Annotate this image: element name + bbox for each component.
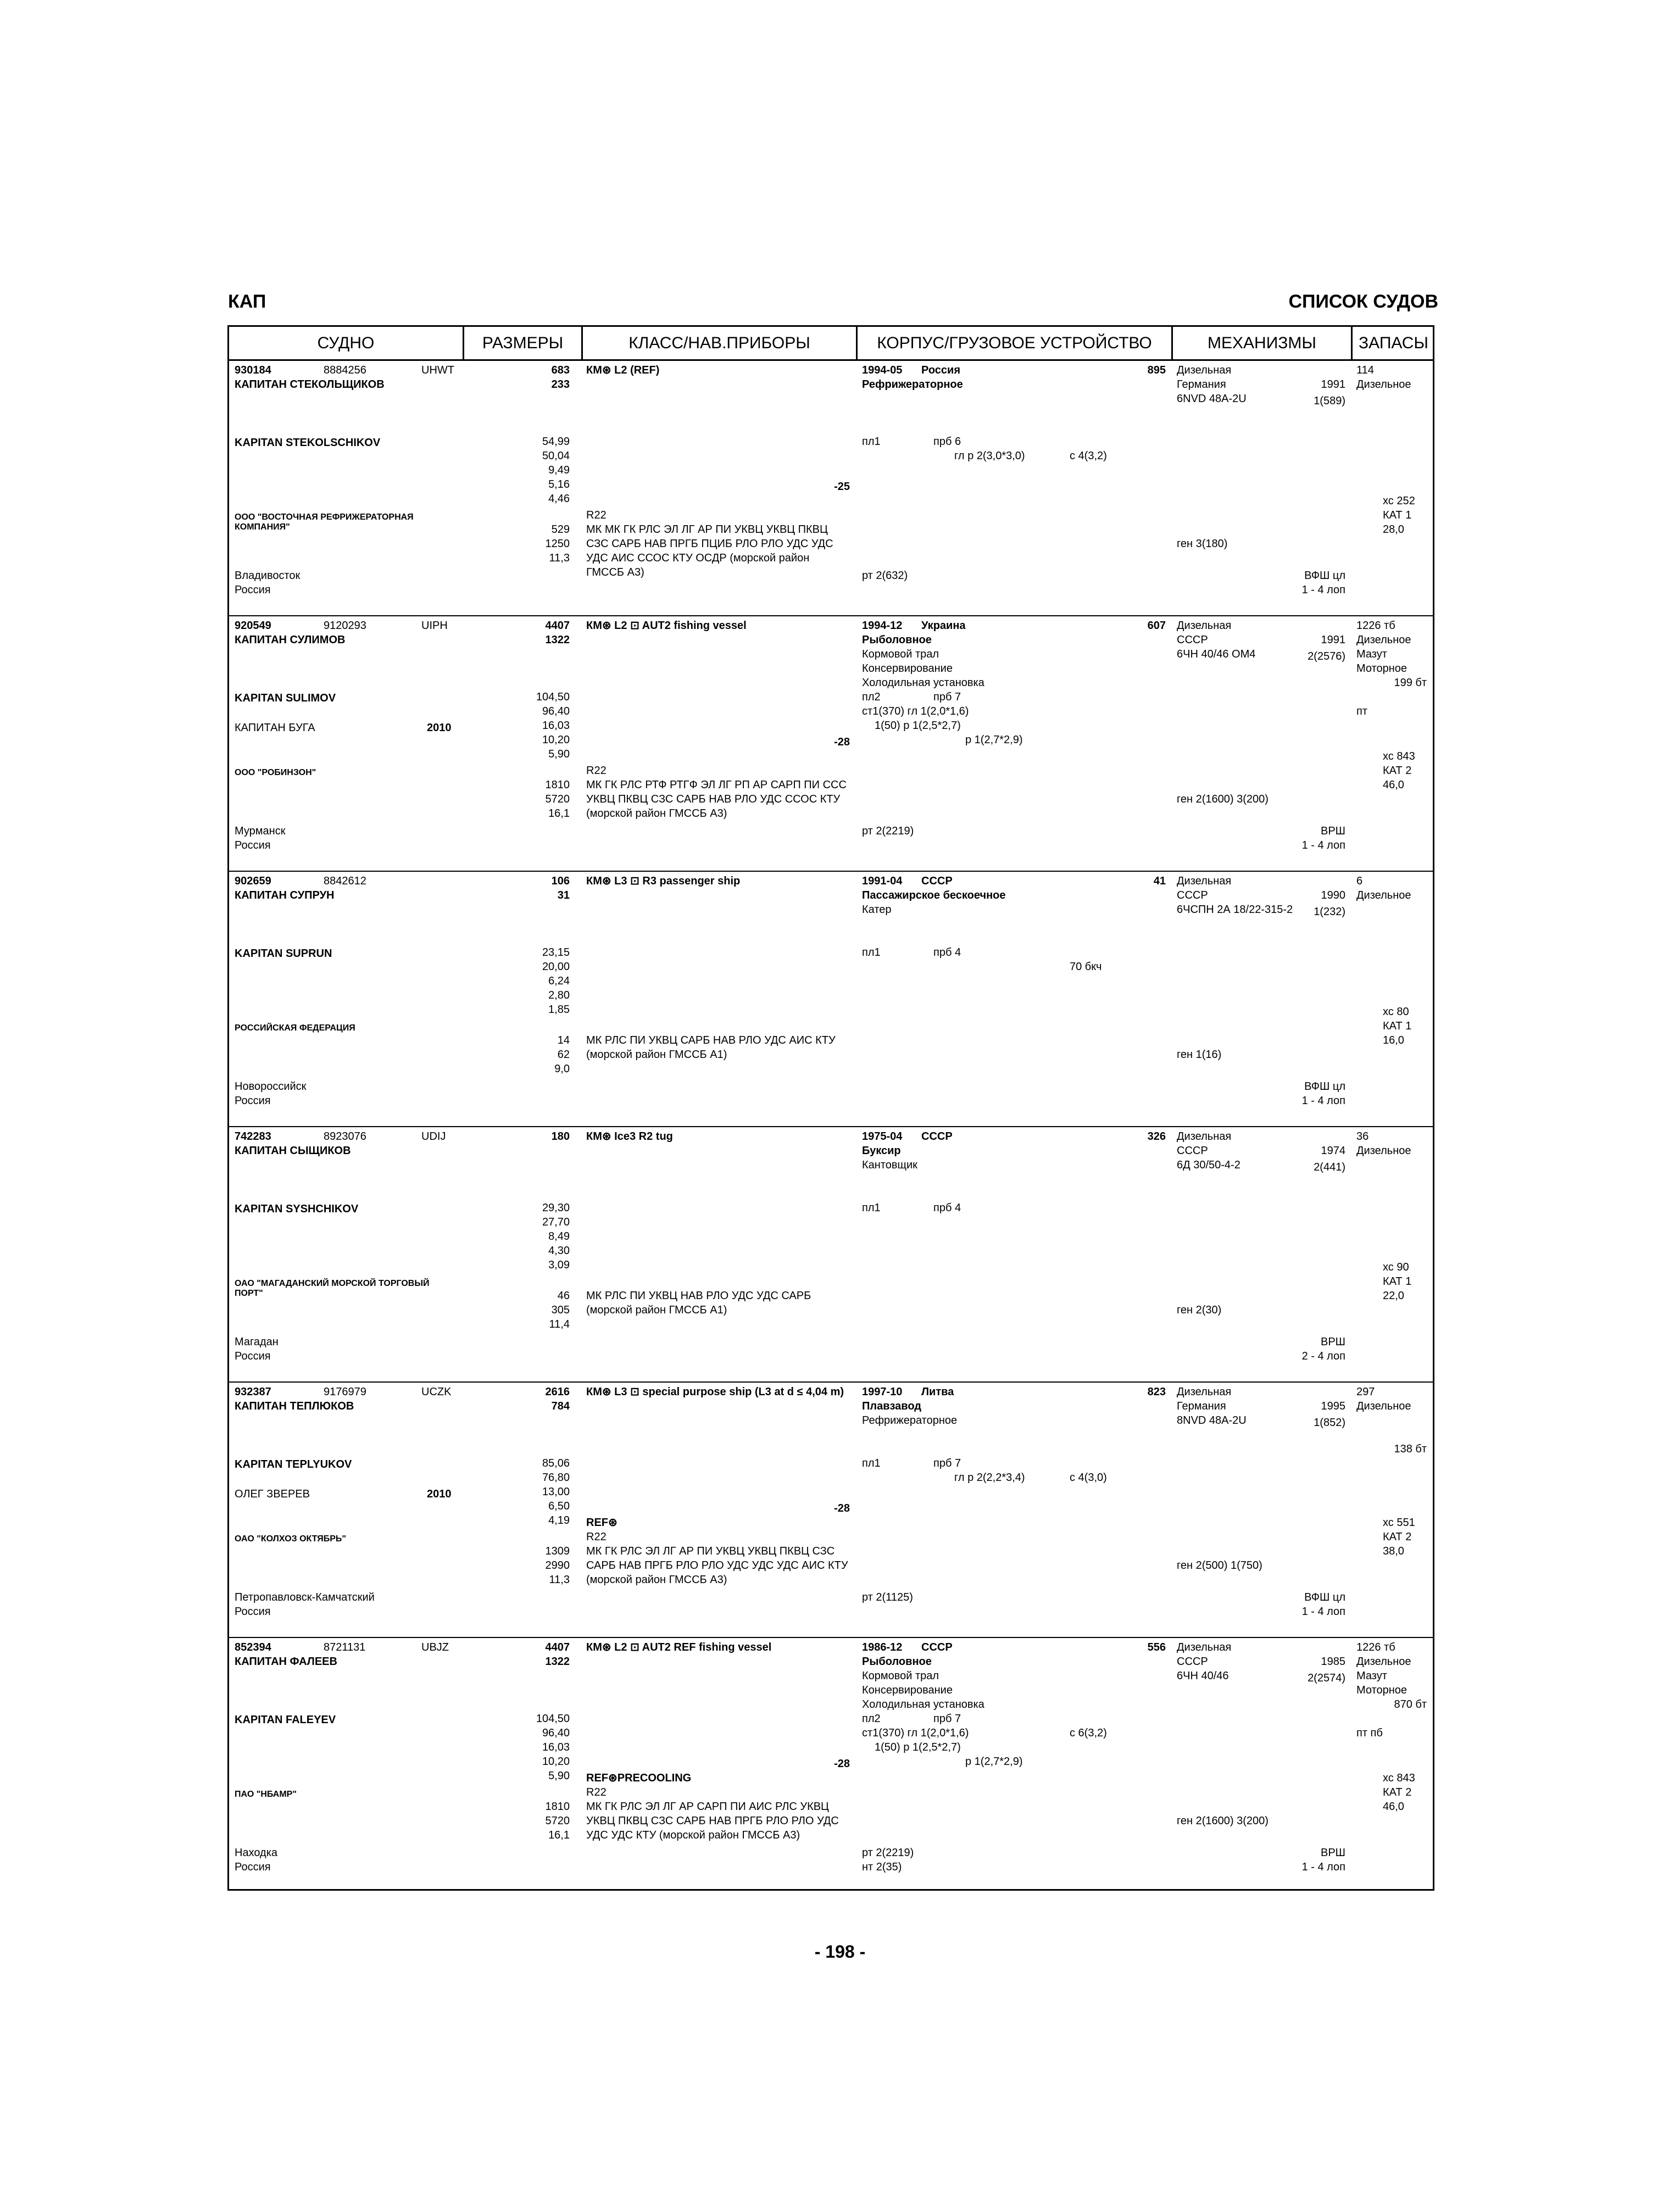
vessel-record [229, 872, 1433, 1127]
refrigerated-hold: хс 843 [1383, 1772, 1415, 1784]
refrigeration-temp: -25 [834, 481, 850, 493]
build-country: СССР [921, 875, 953, 887]
dimension-value: 9,49 [548, 464, 570, 476]
cargo-crane: с 4(3,2) [1070, 450, 1107, 462]
build-country: Россия [921, 364, 961, 376]
vessel-name: КАПИТАН СТЕКОЛЬЩИКОВ [235, 378, 385, 391]
capacity-value: 62 [557, 1049, 570, 1061]
imo-number: 9176979 [324, 1386, 366, 1398]
dimension-value: 27,70 [542, 1216, 570, 1228]
gross-tonnage: 4407 [545, 620, 570, 632]
capacity-value: 1250 [545, 538, 570, 550]
deadweight: 556 [1147, 1641, 1166, 1653]
vessel-record [229, 361, 1433, 616]
vessel-name-latin: KAPITAN STEKOLSCHIKOV [235, 437, 381, 449]
generators: ген 3(180) [1177, 538, 1228, 550]
hull-feature: Рефрижераторное [862, 1414, 958, 1427]
owner: РОССИЙСКАЯ ФЕДЕРАЦИЯ [235, 1023, 355, 1033]
refrigerated-hold: хс 843 [1383, 750, 1415, 762]
flag-country: Россия [235, 1606, 271, 1618]
build-date: 1991-04 [862, 875, 903, 887]
engine-power: 1(232) [1314, 906, 1345, 918]
vessel-type: Плавзавод [862, 1400, 921, 1412]
engine-type: Дизельная [1177, 620, 1232, 632]
propeller: ВРШ [1320, 1847, 1345, 1859]
vessel-record [229, 1383, 1433, 1638]
category-value: 46,0 [1383, 779, 1404, 791]
capacity-value: 9,0 [554, 1063, 570, 1075]
propeller-blades: 1 - 4 лоп [1301, 1606, 1345, 1618]
vessel-name-latin: KAPITAN SYSHCHIKOV [235, 1203, 359, 1215]
stores-fuel: Дизельное [1356, 1656, 1411, 1668]
capacity-value: 305 [551, 1304, 570, 1316]
gross-tonnage: 106 [551, 875, 570, 887]
dimension-value: 5,90 [548, 1770, 570, 1782]
propeller-blades: 1 - 4 лоп [1301, 1095, 1345, 1107]
nav-range: R22 [586, 1786, 607, 1798]
dimension-value: 50,04 [542, 450, 570, 462]
nav-equipment: МК РЛС ПИ УКВЦ НАВ РЛО УДС УДС САРБ (морской район ГМССБ А1) [586, 1290, 811, 1316]
stores-amount: 297 [1356, 1386, 1375, 1398]
cargo-holds: прб 7 [933, 1713, 961, 1725]
dimension-value: 5,90 [548, 748, 570, 760]
hull-feature: Холодильная установка [862, 677, 984, 689]
engine-model: 6ЧСПН 2А 18/22-315-2 [1177, 904, 1293, 916]
cargo-crane: с 6(3,2) [1070, 1727, 1107, 1739]
vessel-name-latin: KAPITAN TEPLYUKOV [235, 1458, 352, 1470]
flag-country: Россия [235, 1095, 271, 1107]
generators: ген 2(1600) 3(200) [1177, 1815, 1269, 1827]
dimension-value: 104,50 [536, 691, 570, 703]
build-date: 1994-12 [862, 620, 903, 632]
class-notation: КМ⊛ L3 ⊡ R3 passenger ship [586, 875, 741, 887]
capacity-value: 1309 [545, 1545, 570, 1557]
cargo-deck: пл1 [862, 1457, 881, 1469]
engine-model: 6ЧН 40/46 ОМ4 [1177, 648, 1256, 660]
engine-model: 6NVD 48A-2U [1177, 393, 1247, 405]
stores-fuel: Дизельное [1356, 889, 1411, 901]
refrigerated-hold: хс 80 [1383, 1006, 1409, 1018]
stores-fuel: Дизельное [1356, 1145, 1411, 1157]
call-sign: UDIJ [421, 1130, 446, 1143]
dimension-value: 96,40 [542, 1727, 570, 1739]
capacity-value: 5720 [545, 1815, 570, 1827]
flag-country: Россия [235, 1861, 271, 1873]
net-tonnage: 1322 [545, 634, 570, 646]
deadweight: 607 [1147, 620, 1166, 632]
vessel-name-latin: KAPITAN FALEYEV [235, 1714, 336, 1726]
dimension-value: 6,24 [548, 975, 570, 987]
previous-name: ОЛЕГ ЗВЕРЕВ [235, 1488, 310, 1500]
dimension-value: 4,46 [548, 493, 570, 505]
dimension-value: 96,40 [542, 705, 570, 717]
dimension-value: 3,09 [548, 1259, 570, 1271]
generators: ген 1(16) [1177, 1049, 1222, 1061]
stores-amount: 6 [1356, 875, 1363, 887]
category: КАТ 1 [1383, 1275, 1412, 1288]
dimension-value: 6,50 [548, 1500, 570, 1512]
column-header-vessel: СУДНО [229, 327, 463, 361]
home-port: Мурманск [235, 825, 286, 837]
build-country: СССР [921, 1130, 953, 1143]
owner: ОАО "КОЛХОЗ ОКТЯБРЬ" [235, 1534, 347, 1544]
category-value: 16,0 [1383, 1034, 1404, 1046]
category: КАТ 1 [1383, 509, 1412, 521]
refrigeration-temp: -28 [834, 1758, 850, 1770]
deadweight: 895 [1147, 364, 1166, 376]
cargo-holds: прб 7 [933, 691, 961, 703]
hull-feature: Кантовщик [862, 1159, 917, 1171]
page-number: - 198 - [814, 1942, 866, 1962]
home-port: Владивосток [235, 570, 301, 582]
imo-number: 8721131 [324, 1641, 366, 1653]
engine-country: СССР [1177, 634, 1208, 646]
stores-ballast: 870 бт [1394, 1698, 1427, 1711]
dimension-value: 54,99 [542, 436, 570, 448]
engine-model: 8NVD 48A-2U [1177, 1414, 1247, 1427]
vessel-type: Рефрижераторное [862, 378, 963, 391]
hull-feature: Кормовой трал [862, 1670, 939, 1682]
capacity-value: 14 [557, 1034, 570, 1046]
vessel-name-latin: KAPITAN SULIMOV [235, 692, 336, 704]
engine-type: Дизельная [1177, 1641, 1232, 1653]
dimension-value: 10,20 [542, 734, 570, 746]
deadweight: 41 [1153, 875, 1166, 887]
fuel-tanks: рт 2(2219) [862, 1847, 914, 1859]
refrigeration-temp: -28 [834, 1502, 850, 1514]
cargo-holds: прб 4 [933, 1202, 961, 1214]
dimension-value: 13,00 [542, 1486, 570, 1498]
category-value: 22,0 [1383, 1290, 1404, 1302]
engine-power: 2(2576) [1308, 650, 1345, 662]
capacity-value: 529 [551, 523, 570, 536]
vessel-type: Рыболовное [862, 634, 932, 646]
build-date: 1997-10 [862, 1386, 903, 1398]
engine-country: СССР [1177, 889, 1208, 901]
home-port: Новороссийск [235, 1080, 307, 1093]
dimension-value: 29,30 [542, 1202, 570, 1214]
engine-power: 2(441) [1314, 1161, 1345, 1173]
build-country: Украина [921, 620, 966, 632]
vessel-name: КАПИТАН СУЛИМОВ [235, 634, 346, 646]
stores-amount: 36 [1356, 1130, 1369, 1143]
home-port: Находка [235, 1847, 278, 1859]
build-date: 1994-05 [862, 364, 903, 376]
column-header-machinery: МЕХАНИЗМЫ [1171, 327, 1351, 361]
dimension-value: 4,30 [548, 1245, 570, 1257]
stores-ballast: 199 бт [1394, 677, 1427, 689]
engine-type: Дизельная [1177, 364, 1232, 376]
cargo-deck: пл1 [862, 946, 881, 959]
cargo-hatch: гл р 2(3,0*3,0) [954, 450, 1025, 462]
category: КАТ 2 [1383, 1786, 1412, 1798]
capacity-value: 46 [557, 1290, 570, 1302]
reg-number: 902659 [235, 875, 271, 887]
engine-country: СССР [1177, 1656, 1208, 1668]
reg-number: 930184 [235, 364, 271, 376]
propeller-blades: 1 - 4 лоп [1301, 839, 1345, 851]
stores-fuel-2: Мазут [1356, 1670, 1387, 1682]
capacity-value: 1810 [545, 1801, 570, 1813]
engine-year: 1991 [1321, 378, 1345, 391]
engine-model: 6Д 30/50-4-2 [1177, 1159, 1240, 1171]
header-section-left: КАП [228, 291, 266, 312]
engine-year: 1974 [1321, 1145, 1345, 1157]
engine-country: Германия [1177, 1400, 1226, 1412]
class-notation: КМ⊛ L2 ⊡ AUT2 REF fishing vessel [586, 1641, 772, 1653]
dimension-value: 5,16 [548, 478, 570, 491]
cargo-line: ст1(370) гл 1(2,0*1,6) [862, 705, 969, 717]
cargo-line: 1(50) р 1(2,5*2,7) [875, 720, 961, 732]
deadweight: 326 [1147, 1130, 1166, 1143]
refrigerated-hold: хс 90 [1383, 1261, 1409, 1273]
hull-feature: Кормовой трал [862, 648, 939, 660]
engine-year: 1985 [1321, 1656, 1345, 1668]
engine-power: 2(2574) [1308, 1672, 1345, 1684]
stores-fuel-2: Мазут [1356, 648, 1387, 660]
class-notation: КМ⊛ Ice3 R2 tug [586, 1130, 673, 1143]
net-tonnage: 784 [551, 1400, 570, 1412]
refrigerated-hold: хс 551 [1383, 1517, 1415, 1529]
ship-register-table [227, 325, 1434, 1891]
column-header-dimensions: РАЗМЕРЫ [463, 327, 581, 361]
cargo-deck: пл1 [862, 1202, 881, 1214]
call-sign: UIPH [421, 620, 448, 632]
dimension-value: 20,00 [542, 961, 570, 973]
build-date: 1986-12 [862, 1641, 903, 1653]
stores-amount: 1226 тб [1356, 620, 1395, 632]
gross-tonnage: 683 [551, 364, 570, 376]
owner: ООО "РОБИНЗОН" [235, 768, 316, 777]
cargo-hatch: гл р 2(2,2*3,4) [954, 1472, 1025, 1484]
nav-range: R22 [586, 1531, 607, 1543]
generators: ген 2(500) 1(750) [1177, 1559, 1262, 1572]
deadweight: 823 [1147, 1386, 1166, 1398]
header-section-right: СПИСОК СУДОВ [1288, 291, 1438, 312]
generators: ген 2(30) [1177, 1304, 1222, 1316]
net-tonnage: 31 [557, 889, 570, 901]
flag-country: Россия [235, 839, 271, 851]
dimension-value: 16,03 [542, 1741, 570, 1753]
class-notation-extra: REF⊛PRECOOLING [586, 1772, 692, 1784]
dimension-value: 76,80 [542, 1472, 570, 1484]
build-date: 1975-04 [862, 1130, 903, 1143]
nav-equipment: МК МК ГК РЛС ЭЛ ЛГ АР ПИ УКВЦ УКВЦ ПКВЦ СЗС САРБ НАВ ПРГБ ПЦИБ РЛО РЛО УДС УДС УДС АИС ССОС КТУ ОСДР (морской район ГМССБ А3) [586, 523, 833, 578]
engine-year: 1991 [1321, 634, 1345, 646]
cargo-crane: 70 бкч [1070, 961, 1102, 973]
propeller-blades: 2 - 4 лоп [1301, 1350, 1345, 1362]
cargo-line: 1(50) р 1(2,5*2,7) [875, 1741, 961, 1753]
nav-range: R22 [586, 765, 607, 777]
dimension-value: 1,85 [548, 1004, 570, 1016]
hull-feature: Катер [862, 904, 892, 916]
vessel-type: Буксир [862, 1145, 901, 1157]
vessel-name: КАПИТАН СУПРУН [235, 889, 335, 901]
call-sign: UCZK [421, 1386, 452, 1398]
vessel-record [229, 1127, 1433, 1383]
propeller: ВРШ [1320, 825, 1345, 837]
engine-power: 1(852) [1314, 1417, 1345, 1429]
flag-country: Россия [235, 584, 271, 596]
stores-amount: 1226 тб [1356, 1641, 1395, 1653]
engine-type: Дизельная [1177, 1386, 1232, 1398]
cargo-holds: прб 6 [933, 436, 961, 448]
dimension-value: 8,49 [548, 1230, 570, 1243]
reg-number: 920549 [235, 620, 271, 632]
vessel-name: КАПИТАН ФАЛЕЕВ [235, 1656, 337, 1668]
dimension-value: 23,15 [542, 946, 570, 959]
cargo-holds: прб 4 [933, 946, 961, 959]
capacity-value: 1810 [545, 779, 570, 791]
gross-tonnage: 180 [551, 1130, 570, 1143]
previous-name-year: 2010 [427, 1488, 452, 1500]
vessel-record [229, 616, 1433, 872]
vessel-type: Пассажирское бескоечное [862, 889, 1006, 901]
home-port: Магадан [235, 1336, 279, 1348]
engine-year: 1990 [1321, 889, 1345, 901]
capacity-value: 16,1 [548, 1829, 570, 1841]
vessel-type: Рыболовное [862, 1656, 932, 1668]
previous-name-year: 2010 [427, 722, 452, 734]
hull-feature: Консервирование [862, 662, 953, 675]
cargo-line: р 1(2,7*2,9) [965, 1756, 1023, 1768]
reg-number: 852394 [235, 1641, 271, 1653]
owner: ООО "ВОСТОЧНАЯ РЕФРИЖЕРАТОРНАЯ КОМПАНИЯ" [235, 512, 414, 532]
imo-number: 8884256 [324, 364, 366, 376]
hull-feature: Консервирование [862, 1684, 953, 1696]
category-value: 38,0 [1383, 1545, 1404, 1557]
call-sign: UHWT [421, 364, 454, 376]
vessel-name: КАПИТАН СЫЩИКОВ [235, 1145, 351, 1157]
stores-fuel-3: Моторное [1356, 1684, 1408, 1696]
stores-water: пт пб [1356, 1727, 1383, 1739]
generators: ген 2(1600) 3(200) [1177, 793, 1269, 805]
dimension-value: 4,19 [548, 1514, 570, 1527]
category-value: 28,0 [1383, 523, 1404, 536]
propeller: ВФШ цл [1304, 1080, 1345, 1093]
class-notation-extra: REF⊛ [586, 1517, 618, 1529]
category: КАТ 1 [1383, 1020, 1412, 1032]
class-notation: КМ⊛ L3 ⊡ special purpose ship (L3 at d ≤ 4,04 m) [586, 1386, 844, 1398]
engine-year: 1995 [1321, 1400, 1345, 1412]
stores-amount: 114 [1356, 364, 1374, 376]
cargo-holds: прб 7 [933, 1457, 961, 1469]
dimension-value: 16,03 [542, 720, 570, 732]
engine-country: СССР [1177, 1145, 1208, 1157]
dimension-value: 10,20 [542, 1756, 570, 1768]
reg-number: 932387 [235, 1386, 271, 1398]
propeller-blades: 1 - 4 лоп [1301, 1861, 1345, 1873]
class-notation: КМ⊛ L2 (REF) [586, 364, 660, 376]
category: КАТ 2 [1383, 765, 1412, 777]
propeller: ВРШ [1320, 1336, 1345, 1348]
engine-type: Дизельная [1177, 1130, 1232, 1143]
engine-model: 6ЧН 40/46 [1177, 1670, 1229, 1682]
capacity-value: 5720 [545, 793, 570, 805]
fuel-tanks-extra: нт 2(35) [862, 1861, 902, 1873]
column-header-class: КЛАСС/НАВ.ПРИБОРЫ [581, 327, 856, 361]
nav-equipment: МК РЛС ПИ УКВЦ САРБ НАВ РЛО УДС АИС КТУ (морской район ГМССБ А1) [586, 1034, 836, 1061]
imo-number: 8842612 [324, 875, 366, 887]
stores-fuel: Дизельное [1356, 1400, 1411, 1412]
category-value: 46,0 [1383, 1801, 1404, 1813]
net-tonnage: 233 [551, 378, 570, 391]
capacity-value: 11,3 [549, 552, 570, 564]
imo-number: 9120293 [324, 620, 366, 632]
build-country: Литва [921, 1386, 954, 1398]
column-header-stores: ЗАПАСЫ [1351, 327, 1434, 361]
vessel-name: КАПИТАН ТЕПЛЮКОВ [235, 1400, 354, 1412]
flag-country: Россия [235, 1350, 271, 1362]
stores-water: пт [1356, 705, 1367, 717]
cargo-line: р 1(2,7*2,9) [965, 734, 1023, 746]
cargo-crane: с 4(3,0) [1070, 1472, 1107, 1484]
capacity-value: 16,1 [548, 807, 570, 820]
owner: ОАО "МАГАДАНСКИЙ МОРСКОЙ ТОРГОВЫЙ ПОРТ" [235, 1279, 430, 1298]
category: КАТ 2 [1383, 1531, 1412, 1543]
capacity-value: 11,3 [549, 1574, 570, 1586]
engine-type: Дизельная [1177, 875, 1232, 887]
column-header-hull: КОРПУС/ГРУЗОВОЕ УСТРОЙСТВО [856, 327, 1171, 361]
cargo-deck: пл2 [862, 1713, 881, 1725]
dimension-value: 104,50 [536, 1713, 570, 1725]
stores-fuel: Дизельное [1356, 634, 1411, 646]
dimension-value: 85,06 [542, 1457, 570, 1469]
vessel-record [229, 1638, 1433, 1893]
propeller: ВФШ цл [1304, 1591, 1345, 1603]
build-country: СССР [921, 1641, 953, 1653]
gross-tonnage: 2616 [545, 1386, 570, 1398]
engine-country: Германия [1177, 378, 1226, 391]
propeller: ВФШ цл [1304, 570, 1345, 582]
capacity-value: 11,4 [549, 1318, 570, 1330]
nav-equipment: МК ГК РЛС ЭЛ ЛГ АР САРП ПИ АИС РЛС УКВЦ УКВЦ ПКВЦ СЗС САРБ НАВ ПРГБ РЛО РЛО УДС УДС УДС КТУ (морской район ГМССБ А3) [586, 1801, 839, 1841]
vessel-name-latin: KAPITAN SUPRUN [235, 948, 332, 960]
imo-number: 8923076 [324, 1130, 366, 1143]
owner: ПАО "НБАМР" [235, 1790, 297, 1799]
cargo-deck: пл2 [862, 691, 881, 703]
capacity-value: 2990 [545, 1559, 570, 1572]
gross-tonnage: 4407 [545, 1641, 570, 1653]
refrigerated-hold: хс 252 [1383, 495, 1415, 507]
call-sign: UBJZ [421, 1641, 449, 1653]
stores-fuel-3: Моторное [1356, 662, 1408, 675]
dimension-value: 2,80 [548, 989, 570, 1001]
refrigeration-temp: -28 [834, 736, 850, 748]
previous-name: КАПИТАН БУГА [235, 722, 315, 734]
fuel-tanks: рт 2(632) [862, 570, 908, 582]
home-port: Петропавловск-Камчатский [235, 1591, 375, 1603]
net-tonnage: 1322 [545, 1656, 570, 1668]
cargo-deck: пл1 [862, 436, 881, 448]
cargo-line: ст1(370) гл 1(2,0*1,6) [862, 1727, 969, 1739]
nav-equipment: МК ГК РЛС ЭЛ ЛГ АР ПИ УКВЦ УКВЦ ПКВЦ СЗС САРБ НАВ ПРГБ РЛО РЛО УДС УДС УДС АИС КТУ (морской район ГМССБ А3) [586, 1545, 848, 1586]
engine-power: 1(589) [1314, 395, 1345, 407]
nav-equipment: МК ГК РЛС РТФ РТГФ ЭЛ ЛГ РП АР САРП ПИ ССС УКВЦ ПКВЦ СЗС САРБ НАВ РЛО УДС ССОС КТУ (морской район ГМССБ А3) [586, 779, 847, 820]
class-notation: КМ⊛ L2 ⊡ AUT2 fishing vessel [586, 620, 747, 632]
stores-fuel: Дизельное [1356, 378, 1411, 391]
propeller-blades: 1 - 4 лоп [1301, 584, 1345, 596]
reg-number: 742283 [235, 1130, 271, 1143]
stores-ballast: 138 бт [1394, 1443, 1427, 1455]
nav-range: R22 [586, 509, 607, 521]
fuel-tanks: рт 2(2219) [862, 825, 914, 837]
hull-feature: Холодильная установка [862, 1698, 984, 1711]
fuel-tanks: рт 2(1125) [862, 1591, 913, 1603]
